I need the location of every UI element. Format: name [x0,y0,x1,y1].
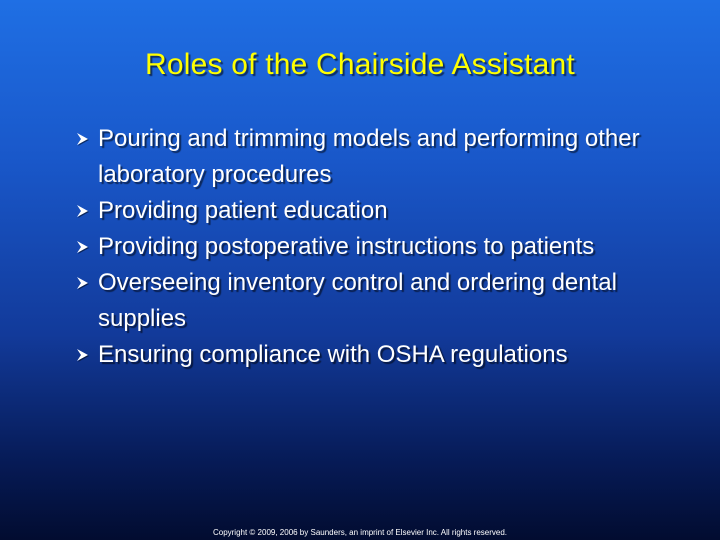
arrow-bullet-icon [76,337,98,373]
copyright-notice: Copyright © 2009, 2006 by Saunders, an imprint of Elsevier Inc. All rights reserved. [212,528,508,537]
bullet-list [76,121,676,373]
bullet-text: Pouring and trimming models and performing other laboratory procedures [98,125,640,188]
bullet-item [76,193,676,229]
arrow-bullet-icon [76,229,98,265]
arrow-bullet-icon [76,265,98,301]
bullet-text: Providing patient education [98,197,388,224]
bullet-text: Ensuring compliance with OSHA regulations [98,341,568,368]
bullet-text: Overseeing inventory control and ordering dental supplies [98,269,617,332]
slide-title: Roles of the Chairside Assistant [145,48,575,81]
bullet-item [76,337,676,373]
arrow-bullet-icon [76,193,98,229]
bullet-item [76,265,676,337]
arrow-bullet-icon [76,121,98,157]
bullet-item [76,121,676,193]
bullet-item [76,229,676,265]
bullet-text: Providing postoperative instructions to patients [98,233,595,260]
